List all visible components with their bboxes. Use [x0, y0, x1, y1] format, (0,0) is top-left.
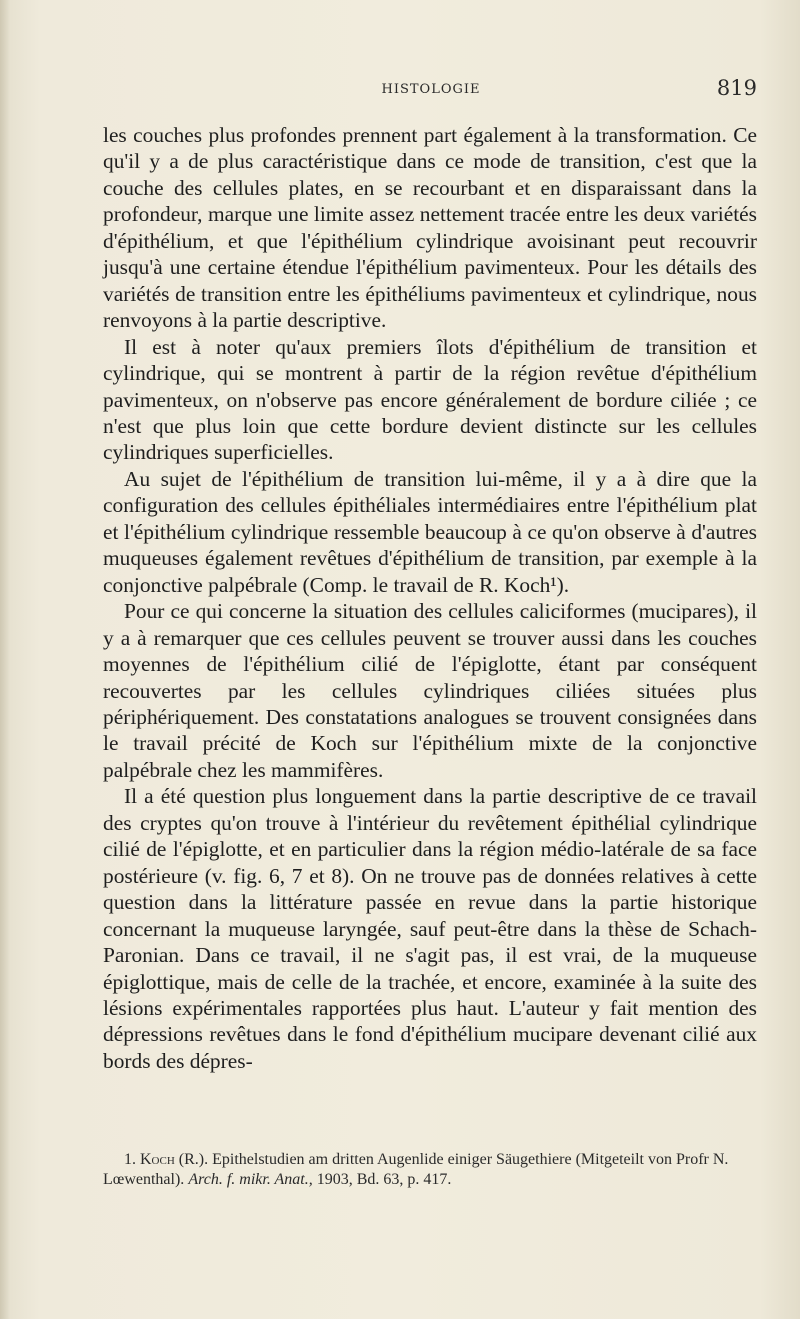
footnote-number: 1. [124, 1151, 136, 1168]
paragraph: les couches plus profondes prennent part également à la transformation. Ce qu'il y a de plus caractéristique dans ce mode de transition, c'est que la couche des cellules plates, en se recourbant et en disparaissant dans la profondeur, marque une limite assez nettement tracée entre les deux variétés d'épithélium, et que l'épithélium cylindrique avoisinant peut recouvrir jusqu'à une certaine étendue l'épithélium pavimenteux. Pour les détails des variétés de transition entre les épithéliums pavimenteux et cylindrique, nous renvoyons à la partie descriptive. [103, 123, 757, 333]
footnote-text [103, 1150, 757, 1190]
footnote-initial: (R.). [178, 1151, 209, 1168]
footnote [103, 1150, 757, 1190]
page-header [103, 76, 759, 106]
page-gutter-shadow [0, 0, 10, 1319]
paragraph: Au sujet de l'épithélium de transition lui-même, il y a à dire que la configuration des cellules épithéliales intermédiaires entre l'épithélium plat et l'épithélium cylindrique ressemble beaucoup à ce qu'on observe à d'autres muqueuses également revêtues d'épithélium de transition, par exemple à la conjonctive palpébrale (Comp. le travail de R. Koch¹). [103, 466, 757, 597]
running-title: HISTOLOGIE [381, 82, 481, 97]
footnote-reference: 1903, Bd. 63, p. 417. [316, 1171, 452, 1188]
paragraph: Il a été question plus longuement dans la partie descriptive de ce travail des cryptes qu'on trouve à l'intérieur du revêtement épithélial cylindrique cilié de l'épiglotte, et en particulier dans la région médio-latérale de sa face postérieure (v. fig. 6, 7 et 8). On ne trouve pas de données relatives à cette question dans la littérature passée en revue dans la partie historique concernant la muqueuse laryngée, sauf peut-être dans la thèse de Schach-Paronian. Dans ce travail, il ne s'agit pas, il est vrai, de la muqueuse épiglottique, mais de celle de la trachée, et encore, examinée à la suite des lésions expérimentales rapportées plus haut. L'auteur y fait mention des dépressions revêtues dans le fond d'épithélium mucipare devenant cilié aux bords des dépres- [103, 784, 757, 1073]
footnote-author: Koch [140, 1151, 175, 1168]
footnote-journal: Arch. f. mikr. Anat., [188, 1171, 313, 1188]
footnote-title: Epithelstudien am dritten Augenlide einiger Säugethiere (Mitgeteilt von Profr N. Lœwenthal). [103, 1151, 729, 1188]
body-text [103, 122, 757, 1074]
paragraph: Pour ce qui concerne la situation des cellules caliciformes (mucipares), il y a à remarquer que ces cellules peuvent se trouver aussi dans les couches moyennes de l'épithélium cilié de l'épiglotte, étant par conséquent recouvertes par les cellules cylindriques ciliées situées plus périphériquement. Des constatations analogues se trouvent consignées dans le travail précité de Koch sur l'épithélium mixte de la conjonctive palpébrale chez les mammifères. [103, 599, 757, 782]
page-number: 819 [716, 76, 757, 100]
paragraph: Il est à noter qu'aux premiers îlots d'épithélium de transition et cylindrique, qui se montrent à partir de la région revêtue d'épithélium pavimenteux, on n'observe pas encore généralement de bordure ciliée ; ce n'est que plus loin que cette bordure devient distincte sur les cellules cylindriques superficielles. [103, 334, 757, 465]
